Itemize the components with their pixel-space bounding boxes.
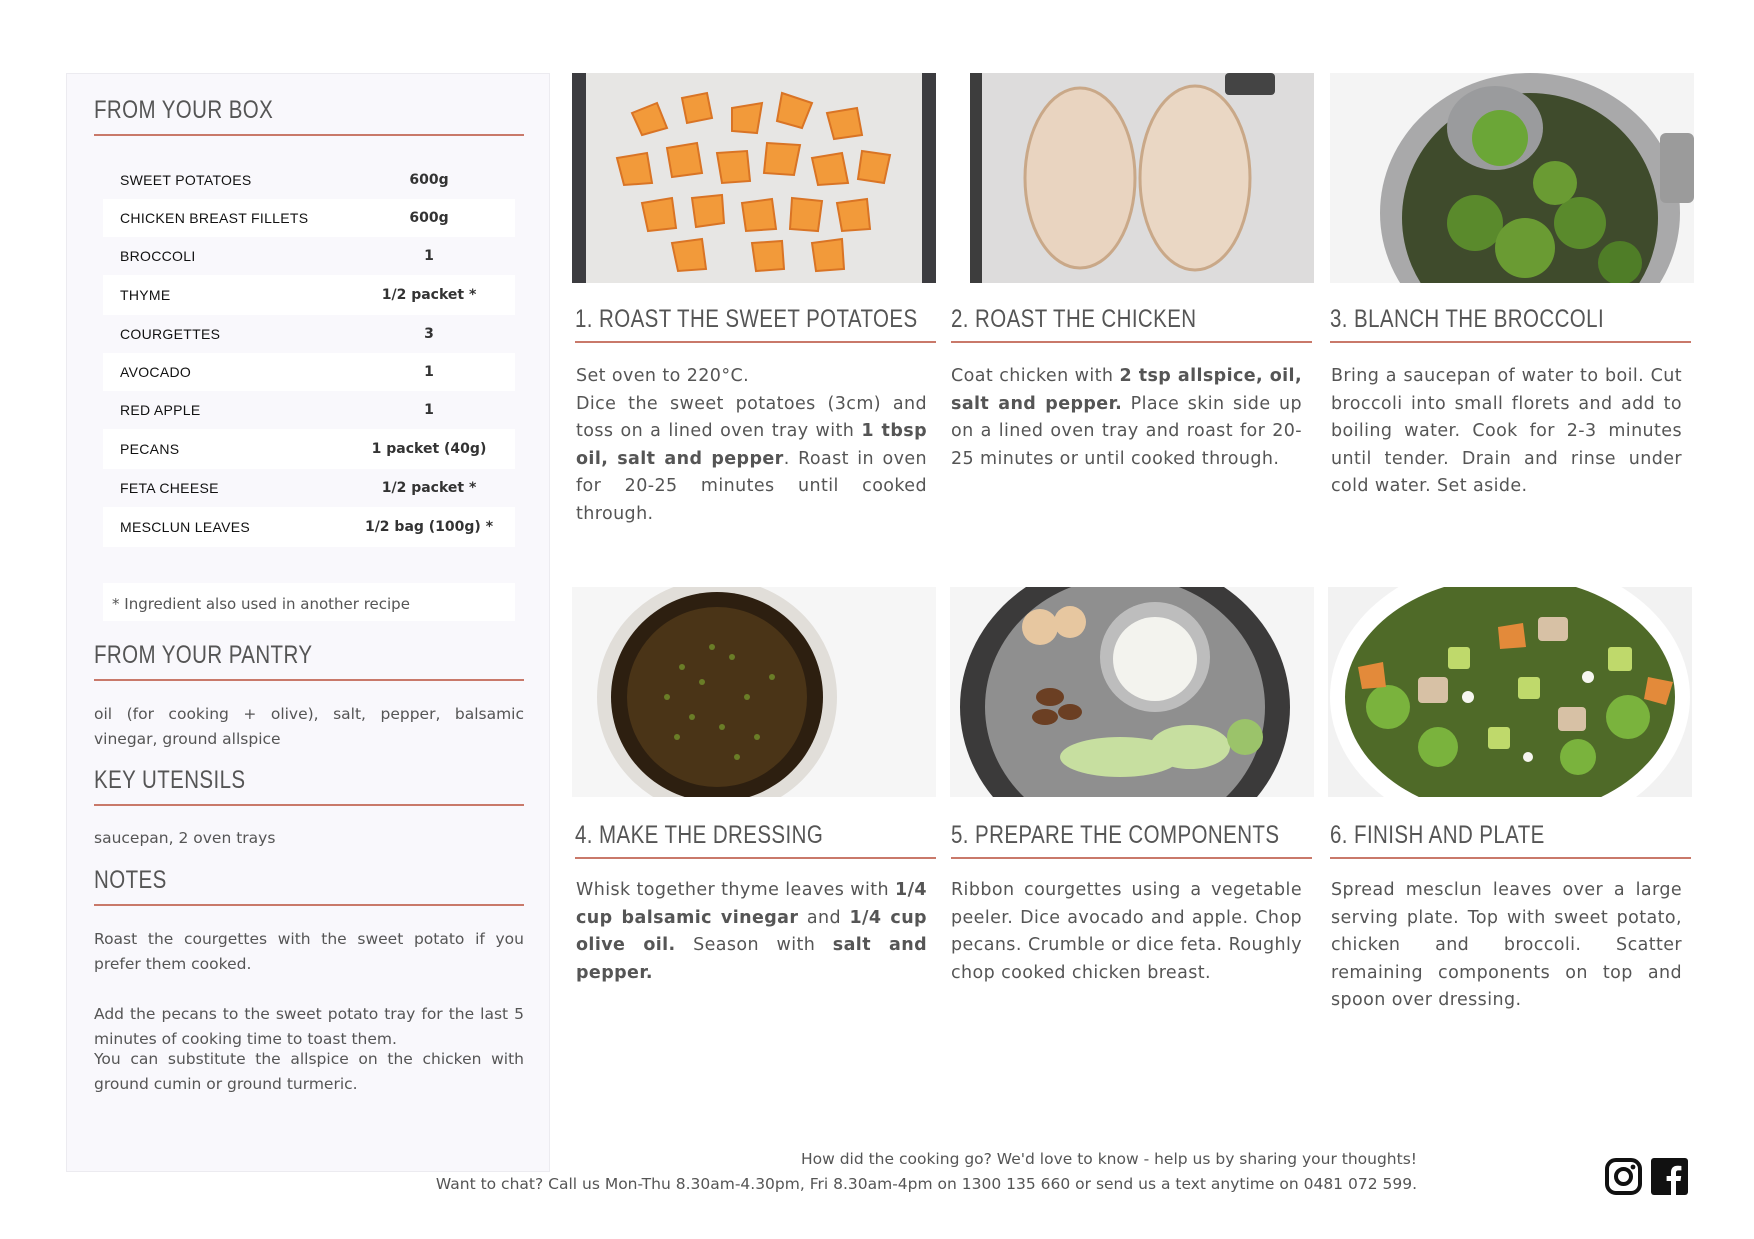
facebook-icon[interactable] xyxy=(1651,1158,1688,1195)
step-highlight: 1/4 cup balsamic vinegar xyxy=(576,880,927,928)
note-3: You can substitute the allspice on the chicken with ground cumin or ground turmeric. xyxy=(94,1050,524,1093)
step-6-title: 6. FINISH AND PLATE xyxy=(1330,821,1545,849)
chicken-photo xyxy=(950,73,1314,283)
ingredient-name: RED APPLE xyxy=(120,402,201,418)
ingredient-quantity: 600g xyxy=(409,172,449,188)
instagram-icon[interactable] xyxy=(1605,1158,1642,1195)
step-rule xyxy=(1330,341,1691,343)
ingredient-name: COURGETTES xyxy=(120,326,221,342)
notes-heading: NOTES xyxy=(94,866,167,894)
heading-rule xyxy=(94,804,524,806)
ingredient-name: THYME xyxy=(120,287,171,303)
ingredient-row xyxy=(103,429,515,469)
step-highlight: 1/4 cup olive oil. xyxy=(576,907,927,955)
step-rule xyxy=(951,857,1312,859)
step-text-part: Ribbon courgettes using a vegetable peeler. Dice avocado and apple. Chop pecans. Crumble or dice feta. Roughly chop cooked chicken breast. xyxy=(951,880,1302,983)
step-1-text xyxy=(576,363,927,528)
ingredient-row xyxy=(103,161,515,199)
ingredient-quantity: 1 xyxy=(424,364,434,380)
step-4-title: 4. MAKE THE DRESSING xyxy=(575,821,824,849)
note-1: Roast the courgettes with the sweet potato if you prefer them cooked. xyxy=(94,930,524,973)
ingredient-quantity: 1 xyxy=(424,402,434,418)
ingredient-row xyxy=(103,507,515,547)
ingredient-name: CHICKEN BREAST FILLETS xyxy=(120,210,309,226)
step-6-text xyxy=(1331,877,1682,1015)
step-text-part: Coat chicken with xyxy=(951,366,1120,386)
sweet-potatoes-photo xyxy=(572,73,936,283)
contact-text: Want to chat? Call us Mon-Thu 8.30am-4.30pm, Fri 8.30am-4pm on 1300 135 660 or send us a text anytime on 0481 072 599. xyxy=(435,1175,1417,1193)
step-highlight: 1 tbsp oil, salt and pepper xyxy=(576,421,927,469)
ingredient-quantity: 1/2 packet * xyxy=(381,480,477,496)
feedback-text: How did the cooking go? We'd love to know - help us by sharing your thoughts! xyxy=(800,1150,1417,1168)
step-highlight: salt and pepper. xyxy=(576,935,928,983)
broccoli-photo xyxy=(1330,73,1694,283)
step-rule xyxy=(575,341,936,343)
pantry-text: oil (for cooking + olive), salt, pepper, balsamic vinegar, ground allspice xyxy=(94,705,524,748)
heading-rule xyxy=(94,904,524,906)
ingredient-name: PECANS xyxy=(120,441,180,457)
step-text-part: Whisk together thyme leaves with xyxy=(576,880,896,900)
step-2-title: 2. ROAST THE CHICKEN xyxy=(951,305,1197,333)
step-text-part: Set oven to 220°C. xyxy=(576,366,750,386)
step-text-part: Dice the sweet potatoes (3cm) and toss on a lined oven tray with xyxy=(576,393,927,441)
ingredient-name: FETA CHEESE xyxy=(120,480,219,496)
ingredient-quantity: 600g xyxy=(409,210,449,226)
ingredient-row xyxy=(103,469,515,507)
components-photo xyxy=(950,587,1314,797)
step-text-part: and xyxy=(798,907,850,928)
ingredient-row xyxy=(103,237,515,275)
step-rule xyxy=(575,857,936,859)
plated-salad-photo xyxy=(1328,587,1692,797)
step-5-text xyxy=(951,877,1302,987)
heading-rule xyxy=(94,134,524,136)
ingredient-row xyxy=(103,391,515,429)
ingredient-note: * Ingredient also used in another recipe xyxy=(103,583,515,621)
step-2-text xyxy=(951,363,1302,473)
ingredient-quantity: 1/2 packet * xyxy=(381,287,477,303)
step-3-title: 3. BLANCH THE BROCCOLI xyxy=(1330,305,1605,333)
ingredient-row xyxy=(103,353,515,391)
step-text-part: Place skin side up on a lined oven tray and roast for 20-25 minutes or until cooked through. xyxy=(951,393,1302,469)
step-5-title: 5. PREPARE THE COMPONENTS xyxy=(951,821,1280,849)
utensils-text: saucepan, 2 oven trays xyxy=(94,829,276,847)
step-rule xyxy=(1330,857,1691,859)
ingredient-name: AVOCADO xyxy=(120,364,192,380)
ingredient-row xyxy=(103,275,515,315)
key-utensils-heading: KEY UTENSILS xyxy=(94,766,246,794)
from-your-pantry-heading: FROM YOUR PANTRY xyxy=(94,641,313,669)
note-2: Add the pecans to the sweet potato tray for the last 5 minutes of cooking time to toast them. xyxy=(94,1005,524,1048)
ingredients-table xyxy=(103,161,515,547)
step-text-part: Bring a saucepan of water to boil. Cut broccoli into small florets and add to boiling water. Cook for 2-3 minutes until tender. Drain and rinse under cold water. Set aside. xyxy=(1331,366,1682,496)
step-text-part: Spread mesclun leaves over a large serving plate. Top with sweet potato, chicken and broccoli. Scatter remaining components on top and spoon over dressing. xyxy=(1331,880,1682,1010)
ingredient-quantity: 1 packet (40g) xyxy=(371,441,487,457)
ingredient-quantity: 3 xyxy=(424,326,434,342)
from-your-box-heading: FROM YOUR BOX xyxy=(94,96,274,124)
ingredient-row xyxy=(103,199,515,237)
step-highlight: 2 tsp allspice, oil, salt and pepper. xyxy=(951,366,1302,414)
step-3-text xyxy=(1331,363,1682,501)
ingredient-name: BROCCOLI xyxy=(120,248,196,264)
step-text-part: . Roast in oven for 20-25 minutes until cooked through. xyxy=(576,448,927,524)
ingredient-quantity: 1 xyxy=(424,248,434,264)
ingredients-sidebar xyxy=(66,73,550,1172)
ingredient-name: MESCLUN LEAVES xyxy=(120,519,250,535)
ingredient-name: SWEET POTATOES xyxy=(120,172,252,188)
step-4-text xyxy=(576,877,927,987)
ingredient-quantity: 1/2 bag (100g) * xyxy=(364,519,494,535)
ingredient-row xyxy=(103,315,515,353)
dressing-photo xyxy=(572,587,936,797)
step-1-title: 1. ROAST THE SWEET POTATOES xyxy=(575,305,918,333)
heading-rule xyxy=(94,679,524,681)
step-rule xyxy=(951,341,1312,343)
step-text-part: Season with xyxy=(675,935,833,955)
